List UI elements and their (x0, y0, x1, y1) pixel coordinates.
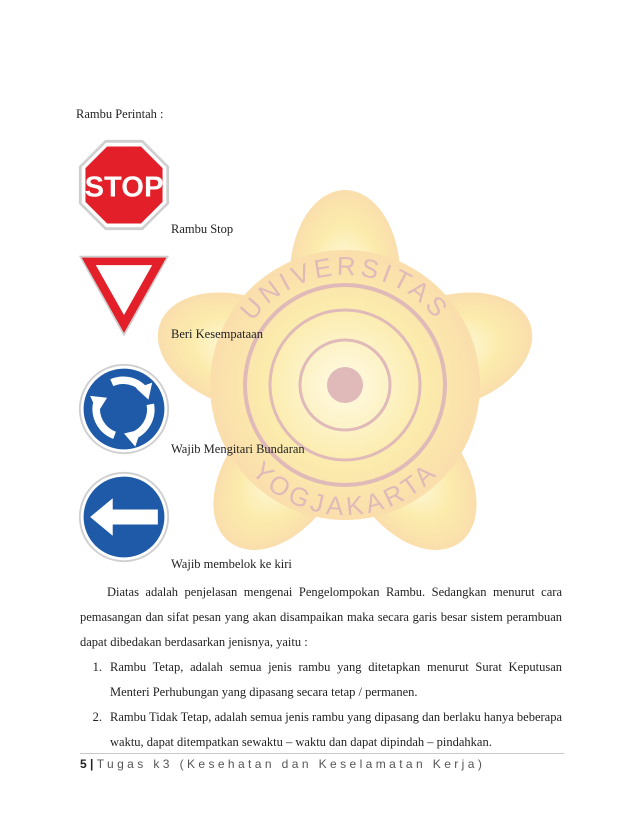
rambu-list (80, 655, 562, 755)
footer-divider (80, 753, 564, 754)
roundabout-sign-icon (77, 362, 171, 456)
section-heading: Rambu Perintah : (76, 107, 164, 121)
seal-text-bottom: YOGJAKARTA (246, 455, 444, 522)
turn-left-sign-icon (77, 470, 171, 564)
page-footer (80, 757, 485, 771)
body-paragraph (80, 580, 562, 655)
list-number: 1. (92, 660, 102, 674)
page-number: 5 | (80, 757, 94, 771)
list-number: 2. (92, 710, 102, 724)
list-text: Rambu Tetap, adalah semua jenis rambu yang ditetapkan menurut Surat Keputusan Menteri Perhubungan yang dipasang secara tetap / permanen. (110, 660, 562, 699)
footer-title: Tugas k3 (Kesehatan dan Keselamatan Kerja) (96, 757, 486, 771)
seal-text-top: UNIVERSITAS (233, 250, 457, 326)
list-item (80, 705, 562, 755)
sign-caption-turn-left: Wajib membelok ke kiri (171, 557, 292, 571)
sign-caption-yield: Beri Kesempataan (171, 327, 263, 341)
university-seal-watermark (150, 190, 540, 580)
paragraph-text: Diatas adalah penjelasan mengenai Pengelompokan Rambu. Sedangkan menurut cara pemasangan dan sifat pesan yang akan disampaikan maka secara garis besar sistem perambuan dapat dibedakan berdasarkan jenisnya, yaitu : (80, 585, 562, 649)
list-item (80, 655, 562, 705)
sign-caption-stop: Rambu Stop (171, 222, 234, 236)
stop-sign-icon (77, 138, 171, 232)
list-text: Rambu Tidak Tetap, adalah semua jenis rambu yang dipasang dan berlaku hanya beberapa waktu, dapat ditempatkan sewaktu – waktu dan dapat dipindah – pindahkan. (110, 710, 562, 749)
sign-caption-roundabout: Wajib Mengitari Bundaran (171, 442, 305, 456)
stop-sign-text: STOP (84, 171, 164, 204)
yield-sign-icon (77, 252, 171, 346)
